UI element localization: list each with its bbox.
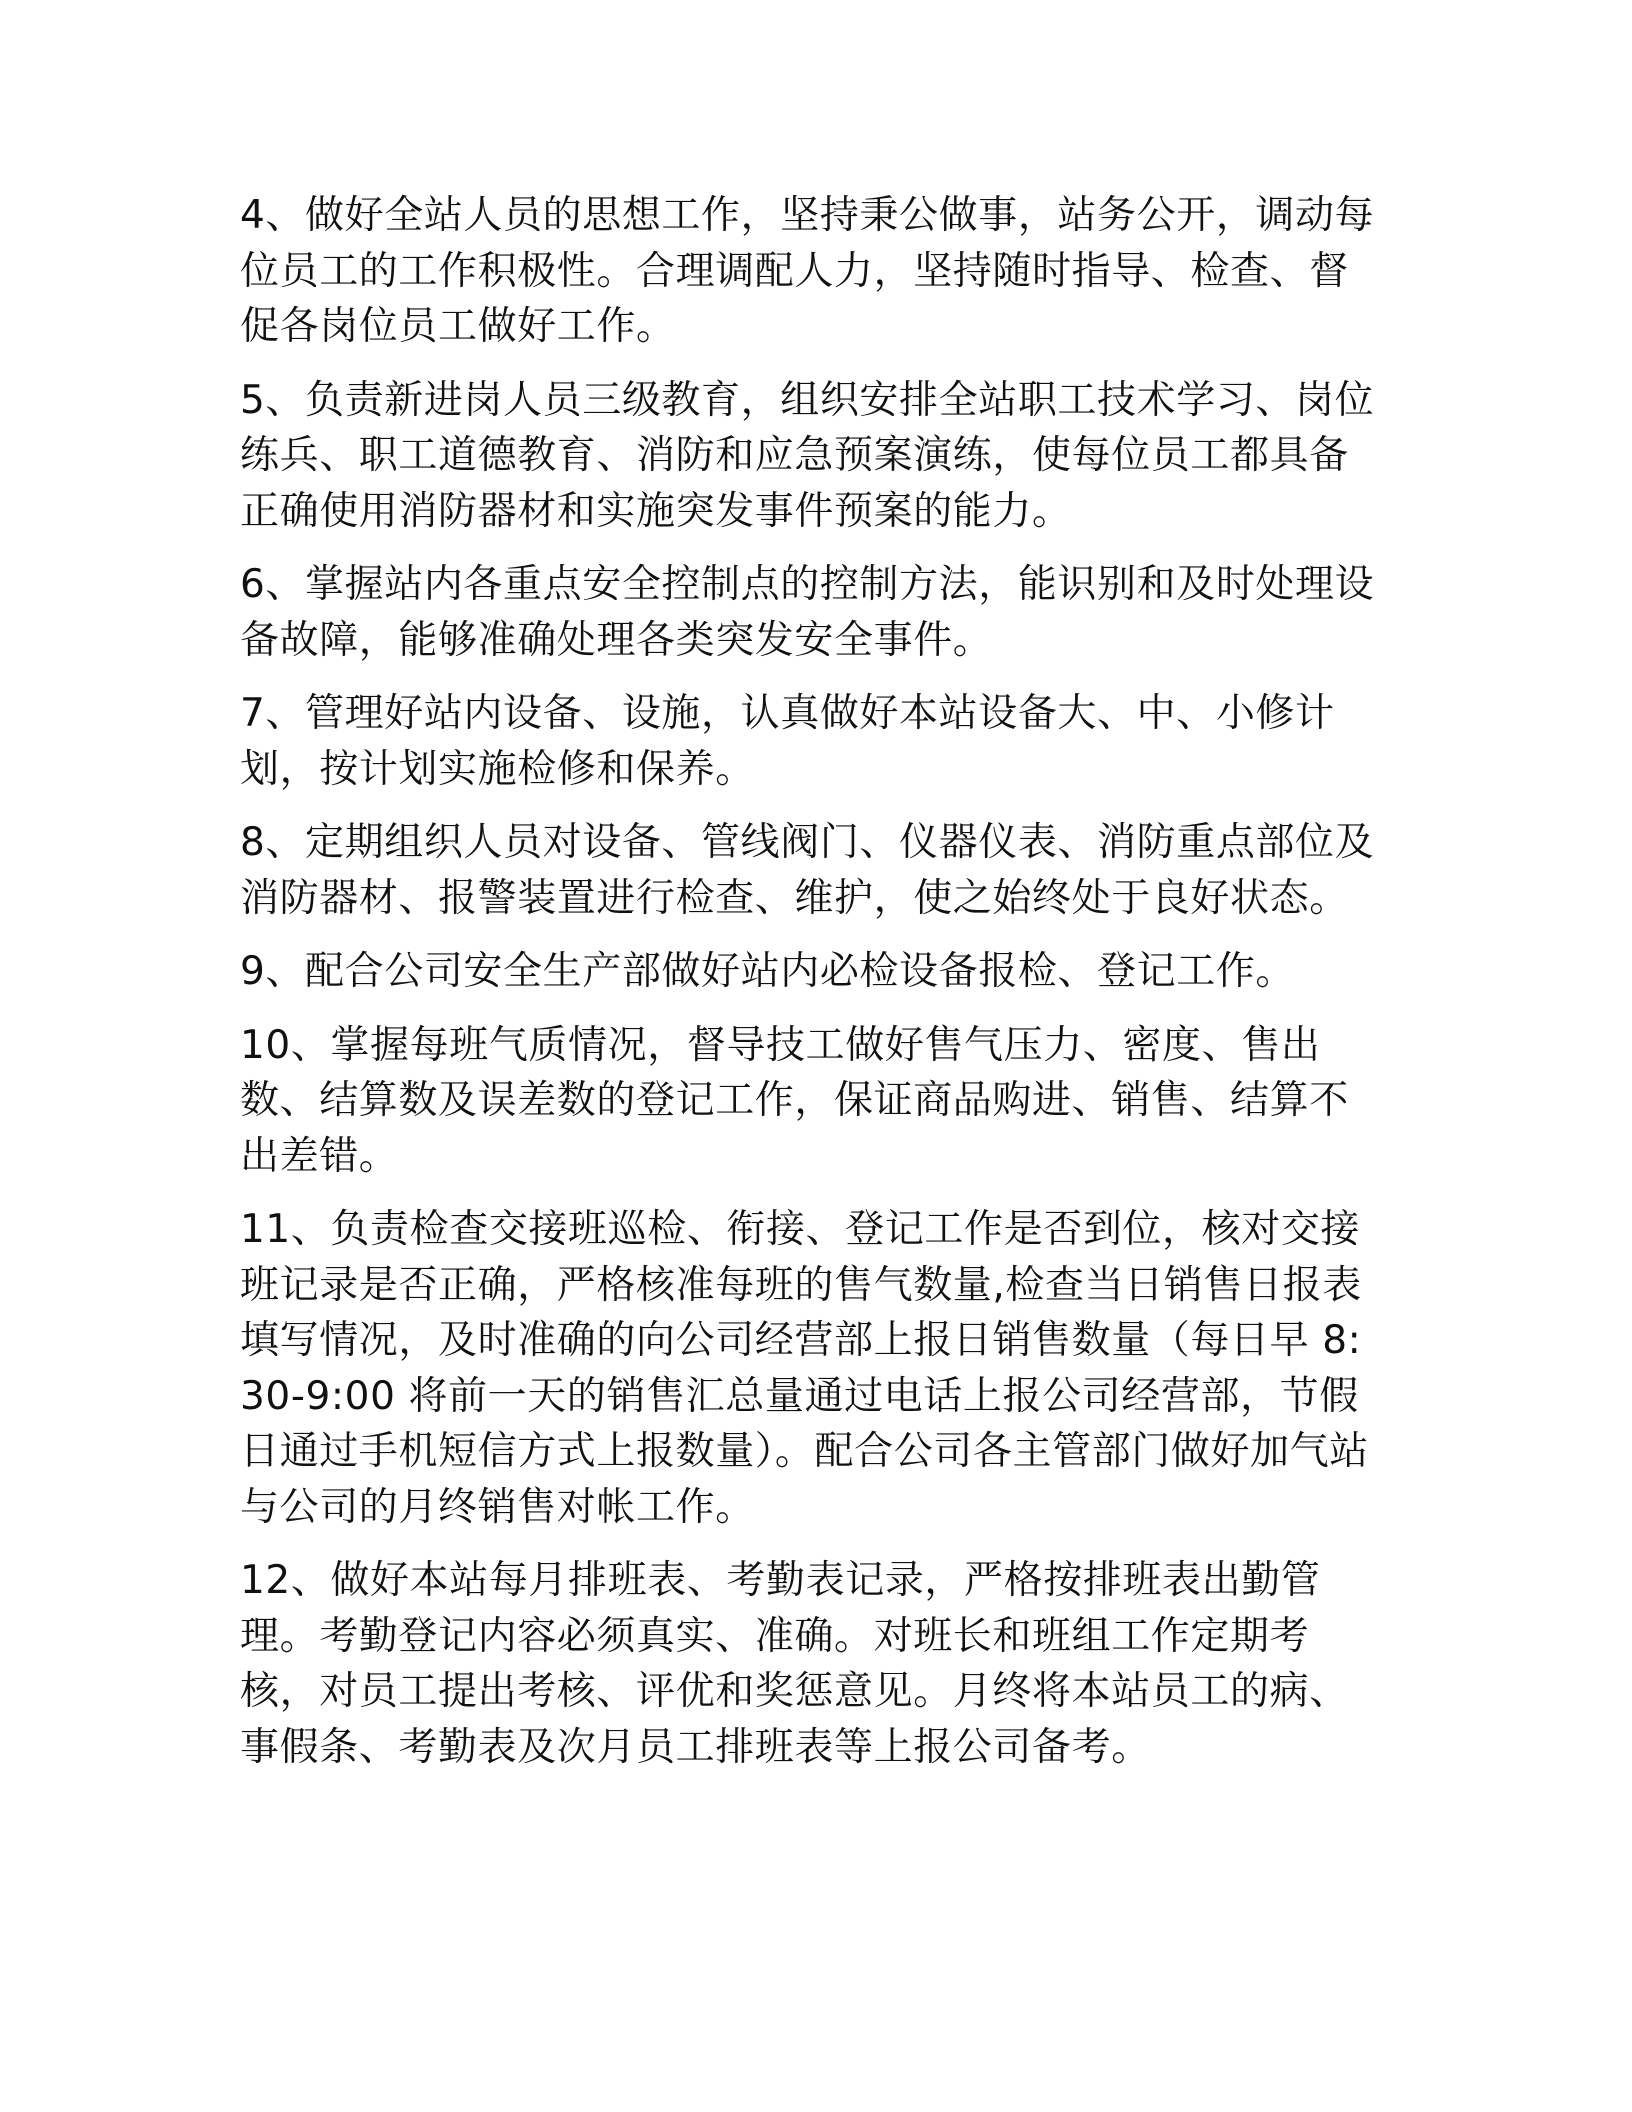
paragraph-item-7: 7、管理好站内设备、设施，认真做好本站设备大、中、小修计划，按计划实施检修和保养。 [240,691,1335,792]
paragraph-item-12: 12、做好本站每月排班表、考勤表记录，严格按排班表出勤管理。考勤登记内容必须真实、准确。对班长和班组工作定期考核，对员工提出考核、评优和奖惩意见。月终将本站员工的病、事假条、考勤表及次月员工排班表等上报公司备考。 [240,1558,1349,1770]
paragraph-item-8: 8、定期组织人员对设备、管线阀门、仪器仪表、消防重点部位及消防器材、报警装置进行检查、维护，使之始终处于良好状态。 [240,820,1375,921]
paragraph-item-5: 5、负责新进岗人员三级教育，组织安排全站职工技术学习、岗位练兵、职工道德教育、消防和应急预案演练，使每位员工都具备正确使用消防器材和实施突发事件预案的能力。 [240,377,1375,534]
paragraph-item-6: 6、掌握站内各重点安全控制点的控制方法，能识别和及时处理设备故障，能够准确处理各类突发安全事件。 [240,562,1375,663]
paragraph-item-10: 10、掌握每班气质情况，督导技工做好售气压力、密度、售出数、结算数及误差数的登记工作，保证商品购进、销售、结算不出差错。 [240,1022,1349,1179]
document-body [240,188,1380,1793]
paragraph-item-9: 9、配合公司安全生产部做好站内必检设备报检、登记工作。 [240,949,1296,994]
paragraph-item-4: 4、做好全站人员的思想工作，坚持秉公做事，站务公开，调动每位员工的工作积极性。合理调配人力，坚持随时指导、检查、督促各岗位员工做好工作。 [240,193,1375,349]
paragraph-item-11: 11、负责检查交接班巡检、衔接、登记工作是否到位，核对交接班记录是否正确，严格核准每班的售气数量,检查当日销售日报表填写情况，及时准确的向公司经营部上报日销售数量（每日早 8:30-9:00 将前一天的销售汇总量通过电话上报公司经营部，节假日通过手机短信方式上报数量）。配合公司各主管部门做好加气站与公司的月终销售对帐工作。 [240,1207,1369,1530]
